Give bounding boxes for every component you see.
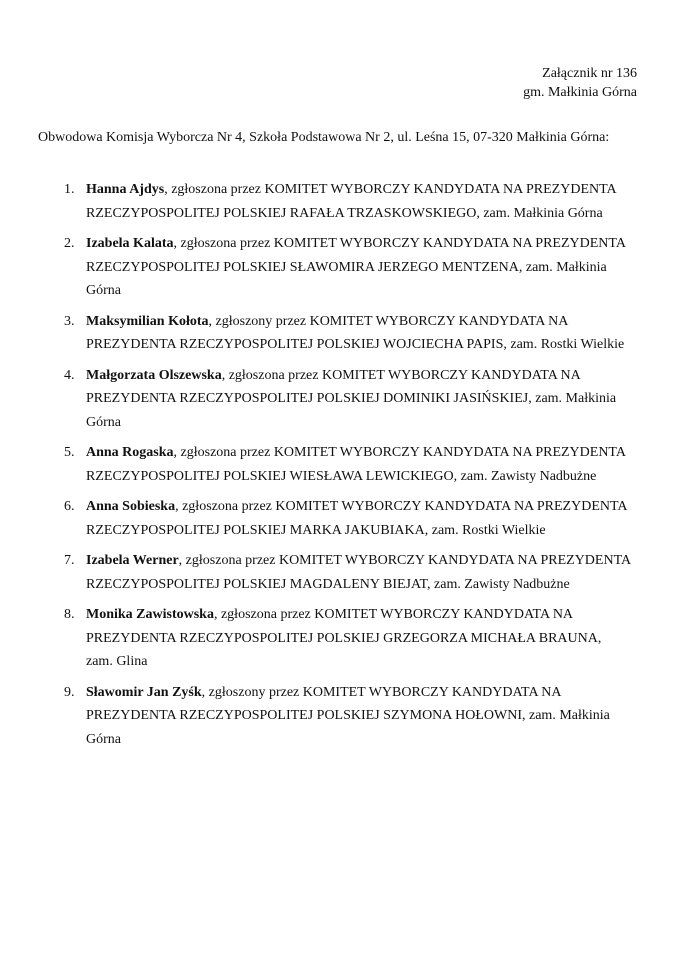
member-details: , zgłoszona przez KOMITET WYBORCZY KANDYDATA NA PREZYDENTA RZECZYPOSPOLITEJ POLSKIEJ DOMINIKI JASIŃSKIEJ, zam. Małkinia Górna: [86, 367, 617, 430]
member-item: [64, 364, 637, 435]
member-details: , zgłoszona przez KOMITET WYBORCZY KANDYDATA NA PREZYDENTA RZECZYPOSPOLITEJ POLSKIEJ GRZEGORZA MICHAŁA BRAUNA, zam. Glina: [86, 607, 602, 669]
member-name: Anna Rogaska: [86, 445, 174, 460]
member-number: 6.: [64, 499, 75, 514]
member-text: [86, 178, 631, 225]
member-item: [64, 495, 637, 542]
member-text: [86, 364, 631, 435]
member-details: , zgłoszona przez KOMITET WYBORCZY KANDYDATA NA PREZYDENTA RZECZYPOSPOLITEJ POLSKIEJ WIESŁAWA LEWICKIEGO, zam. Zawisty Nadbużne: [86, 445, 626, 484]
member-text: [86, 681, 631, 752]
member-item: [64, 549, 637, 596]
member-name: Izabela Kalata: [86, 236, 174, 251]
member-name: Maksymilian Kołota: [86, 313, 209, 329]
member-item: [64, 681, 637, 752]
member-item: [64, 232, 637, 303]
member-name: Anna Sobieska: [86, 499, 176, 514]
member-text: [86, 549, 631, 596]
member-name: Sławomir Jan Zyśk: [86, 684, 202, 700]
commission-heading: Obwodowa Komisja Wyborcza Nr 4, Szkoła Podstawowa Nr 2, ul. Leśna 15, 07-320 Małkinia Górna:: [38, 130, 610, 145]
municipality-label: gm. Małkinia Górna: [523, 85, 637, 100]
member-text: [86, 232, 631, 303]
member-number: 4.: [64, 367, 75, 383]
member-details: , zgłoszony przez KOMITET WYBORCZY KANDYDATA NA PREZYDENTA RZECZYPOSPOLITEJ POLSKIEJ SZYMONA HOŁOWNI, zam. Małkinia Górna: [86, 684, 610, 747]
member-details: , zgłoszona przez KOMITET WYBORCZY KANDYDATA NA PREZYDENTA RZECZYPOSPOLITEJ POLSKIEJ SŁAWOMIRA JERZEGO MENTZENA, zam. Małkinia Górna: [86, 236, 626, 298]
member-text: [86, 310, 631, 357]
member-number: 2.: [64, 236, 75, 251]
member-number: 1.: [64, 182, 75, 197]
member-name: Izabela Werner: [86, 553, 179, 568]
attachment-label: Załącznik nr 136: [542, 66, 637, 81]
member-number: 5.: [64, 445, 75, 460]
member-details: , zgłoszona przez KOMITET WYBORCZY KANDYDATA NA PREZYDENTA RZECZYPOSPOLITEJ POLSKIEJ MAGDALENY BIEJAT, zam. Zawisty Nadbużne: [86, 553, 631, 592]
member-item: [64, 441, 637, 488]
member-name: Małgorzata Olszewska: [86, 367, 222, 383]
member-details: , zgłoszona przez KOMITET WYBORCZY KANDYDATA NA PREZYDENTA RZECZYPOSPOLITEJ POLSKIEJ MARKA JAKUBIAKA, zam. Rostki Wielkie: [86, 499, 627, 538]
member-name: Hanna Ajdys: [86, 182, 165, 197]
member-text: [86, 603, 631, 674]
member-number: 8.: [64, 607, 75, 622]
member-item: [64, 178, 637, 225]
member-text: [86, 495, 631, 542]
member-details: , zgłoszony przez KOMITET WYBORCZY KANDYDATA NA PREZYDENTA RZECZYPOSPOLITEJ POLSKIEJ WOJCIECHA PAPIS, zam. Rostki Wielkie: [86, 313, 625, 352]
document-header: [38, 64, 637, 102]
members-list: [64, 178, 637, 751]
member-item: [64, 310, 637, 357]
member-number: 9.: [64, 684, 75, 700]
member-item: [64, 603, 637, 674]
member-number: 7.: [64, 553, 75, 568]
member-name: Monika Zawistowska: [86, 607, 214, 622]
member-text: [86, 441, 631, 488]
member-number: 3.: [64, 313, 75, 329]
member-details: , zgłoszona przez KOMITET WYBORCZY KANDYDATA NA PREZYDENTA RZECZYPOSPOLITEJ POLSKIEJ RAFAŁA TRZASKOWSKIEGO, zam. Małkinia Górna: [86, 182, 616, 221]
